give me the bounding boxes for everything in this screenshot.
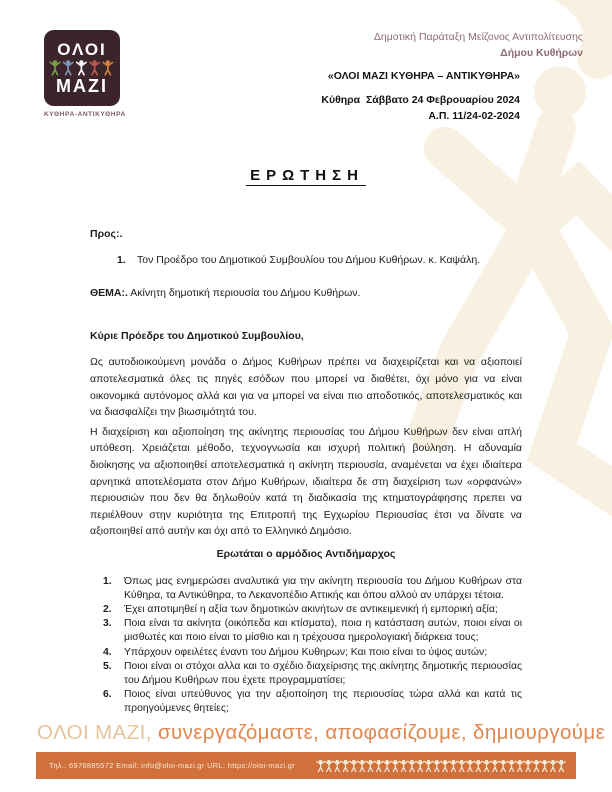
- header-org-lines: [374, 30, 583, 61]
- logo-text-mazi: ΜΑΖΙ: [56, 75, 108, 96]
- footer-tagline-motto: συνεργαζόμαστε, αποφασίζουμε, δημιουργούμε: [151, 721, 606, 744]
- paragraph-2: Η διαχείριση και αξιοποίηση της ακίνητης περιουσίας του Δήμου Κυθήρων δεν είναι απλή υπόθεση. Χρειάζεται μέθοδο, τεχνογνωσία και ισχυρή πολιτική βούληση. Η αδυναμία διοίκησης να αξιοποιηθεί αποτελεσματικά η ακίνητη περιουσία, αναμένεται να έχει ιδιαίτερα αρνητικά αποτελέσματα στον Δήμο Κυθήρων, ιδιαίτερα δε στη διαχείριση των «ορφανών» περιουσιών που δεν θα δηλωθούν κατά τη διαδικασία της κτηματογράφησης πρεπει να περιέλθουν στην κυριότητα της Επιτροπή της Εγχωρίου Περιουσίας έτσι να δίνατε να αξιοποιηθεί από αυτήν και όχι από το Ελληνικό Δημόσιο.: [90, 425, 522, 538]
- subject-line: [90, 285, 522, 302]
- question-item: [90, 660, 522, 688]
- org-line1: Δημοτική Παράταξη Μείζονος Αντιπολίτευσης: [373, 31, 583, 43]
- question-number: 3.: [103, 618, 112, 630]
- to-label: Προς:.: [90, 228, 123, 240]
- question-number: 6.: [103, 689, 112, 701]
- salutation: Κύριε Πρόεδρε του Δημοτικού Συμβουλίου,: [90, 329, 304, 342]
- questions-list: [90, 575, 522, 717]
- logo-caption: ΚΥΘΗΡΑ-ΑΝΤΙΚΥΘΗΡΑ: [44, 111, 126, 118]
- question-text: Έχει αποτιμηθεί η αξία των δημοτικών ακινήτων σε αντικειμενική ή εμπορική αξία;: [124, 603, 498, 615]
- question-number: 2.: [103, 603, 112, 615]
- question-text: Ποιος είναι υπεύθυνος για την αξιοποίηση της περιουσίας τώρα αλλά και κατά τις προηγούμενες θητείες;: [124, 689, 522, 715]
- date-line: Κύθηρα Σάββατο 24 Φεβρουαρίου 2024: [321, 94, 520, 106]
- question-item: [90, 617, 522, 645]
- subject-label: ΘΕΜΑ:.: [90, 287, 128, 300]
- logo-figures: [48, 60, 116, 76]
- party-logo-square: [44, 30, 120, 106]
- footer-figures-row: [316, 759, 576, 773]
- org-line2: Δήμου Κυθήρων: [500, 46, 583, 59]
- question-number: 4.: [103, 646, 112, 658]
- recipient-item: [90, 252, 522, 269]
- question-item: [90, 688, 522, 716]
- recipient-number: 1.: [117, 253, 126, 266]
- question-item: [90, 603, 522, 617]
- question-item: [90, 575, 522, 603]
- question-item: [90, 646, 522, 660]
- question-text: Όπως μας ενημερώσει αναλυτικά για την ακίνητη περιουσία του Δήμου Κυθήρων στα Κύθηρα, τα Αντικύθηρα, το Λεκανοπέδιο Αττικής και όπου αλλού αν υπάρχει τέτοια.: [124, 575, 522, 601]
- logo-text-oloi: ΟΛΟΙ: [57, 39, 107, 59]
- footer-contact: Τηλ.: 6976885572 Email: info@oloi-mazi.gr URL: https://oloi-mazi.gr: [49, 761, 296, 770]
- question-number: 1.: [103, 575, 112, 587]
- party-logo: [44, 30, 126, 118]
- question-number: 5.: [103, 660, 112, 672]
- question-text: Ποιοι είναι οι στόχοι αλλα και το σχέδιο διαχείρισης της ακίνητης δημοτικής περιουσίας του Δήμου Κυθήρων που έχετε προγραμματίσει;: [124, 660, 522, 686]
- footer-tagline: [37, 721, 605, 745]
- document-title: ΕΡΩΤΗΣΗ: [0, 167, 612, 185]
- question-text: Ποια είναι τα ακίνητα (οικόπεδα και κτίσματα), ποια η κατάσταση αυτών, ποιοι είναι οι μισθωτές και ποιο είναι το μίσθιο και η τρέχουσα ημερολογιακή διάρκεια τους;: [124, 618, 522, 644]
- recipient-text: Τον Προέδρο του Δημοτικού Συμβουλίου του Δήμου Κυθήρων. κ. Καψάλη.: [137, 253, 481, 266]
- footer-bar: [36, 752, 576, 779]
- header-meta-block: [321, 68, 520, 124]
- paragraph-1: Ως αυτοδιοικούμενη μονάδα ο Δήμος Κυθήρων πρέπει να διαχειρίζεται και να αξιοποιεί αποτελεσματικά όλες τις πηγές εσόδων που μπορεί να διαθέτει, όχι μόνο για να είναι οικονομικά αυτόνομος αλλά και για να μπορεί να είναι πιο αποδοτικός, αποτελεσματικός και να διασφαλίζει την βιωσιμότητά του.: [90, 356, 522, 419]
- subject-text: Ακίνητη δημοτική περιουσία του Δήμου Κυθήρων.: [130, 287, 361, 300]
- document-body: [90, 226, 522, 717]
- questions-heading: Ερωτάται ο αρμόδιος Αντιδήμαρχος: [216, 547, 396, 560]
- org-title: «ΟΛΟΙ ΜΑΖΙ ΚΥΘΗΡΑ – ΑΝΤΙΚΥΘΗΡΑ»: [327, 70, 520, 82]
- question-text: Υπάρχουν οφειλέτες έναντι του Δήμου Κυθηρων; Και ποιο είναι το ύψος αυτών;: [124, 646, 488, 658]
- footer-figures: [316, 759, 568, 773]
- protocol-number: Α.Π. 11/24-02-2024: [428, 110, 520, 122]
- footer-tagline-brand: ΟΛΟΙ ΜΑΖΙ,: [37, 721, 152, 744]
